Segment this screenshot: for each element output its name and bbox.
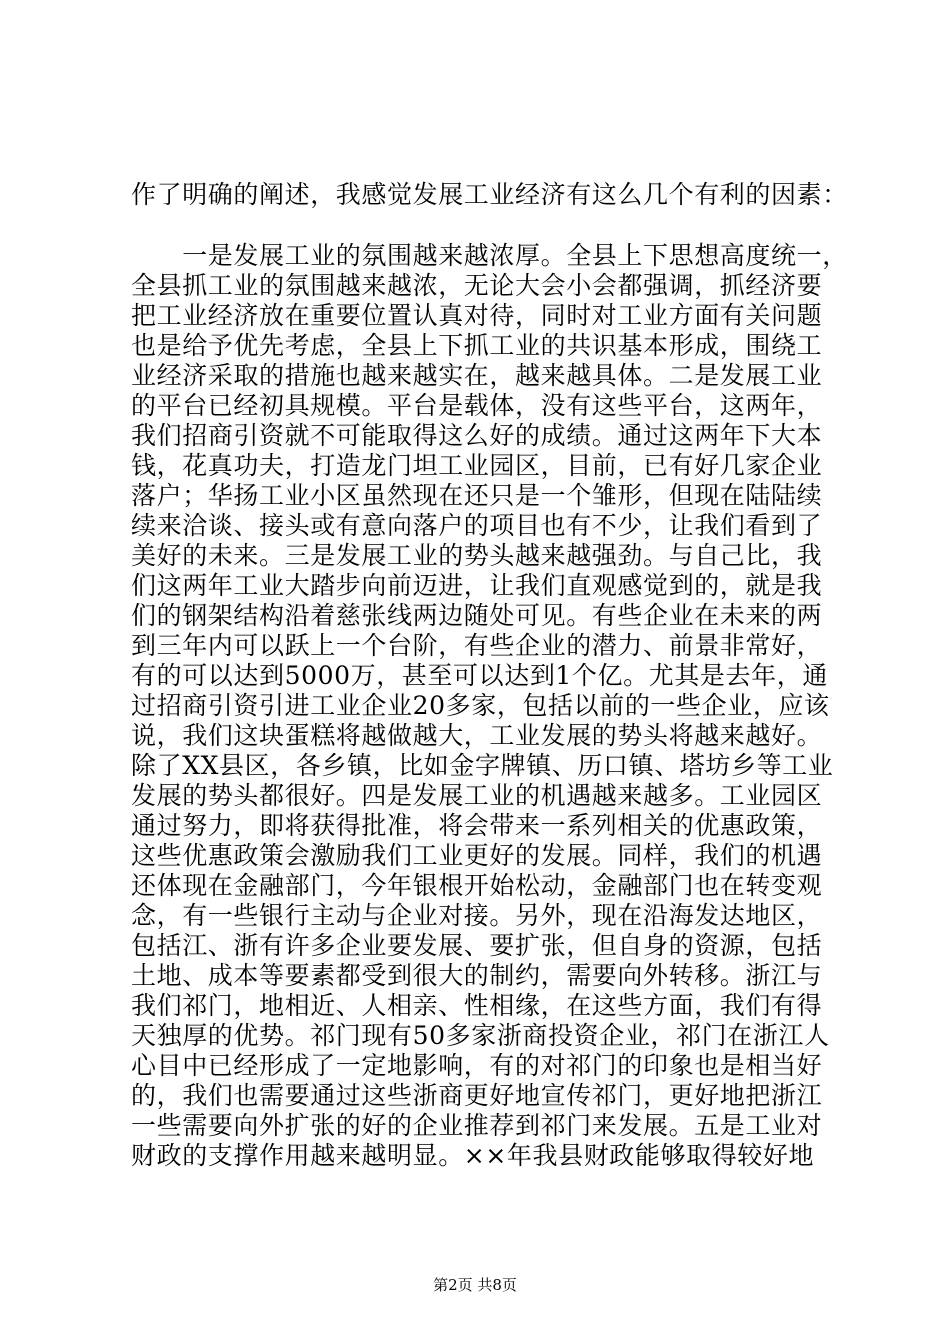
paragraph-line: 一些需要向外扩张的好的企业推荐到祁门来发展。五是工业对 [131,1111,823,1140]
paragraph-line: 除了XX县区，各乡镇，比如金字牌镇、历口镇、塔坊乡等工业 [131,751,834,780]
paragraph-line: 这些优惠政策会激励我们工业更好的发展。同样，我们的机遇 [131,841,823,870]
paragraph-line: 土地、成本等要素都受到很大的制约，需要向外转移。浙江与 [131,961,823,990]
paragraph-line: 美好的未来。三是发展工业的势头越来越强劲。与自己比，我 [131,541,823,570]
paragraph-line: 心目中已经形成了一定地影响，有的对祁门的印象也是相当好 [131,1051,823,1080]
paragraph-line: 我们祁门，地相近、人相亲、性相缘，在这些方面，我们有得 [131,991,823,1020]
paragraph-line: 落户；华扬工业小区虽然现在还只是一个雏形，但现在陆陆续 [131,481,823,510]
paragraph-line: 业经济采取的措施也越来越实在，越来越具体。二是发展工业 [131,361,823,390]
paragraph-line: 我们招商引资就不可能取得这么好的成绩。通过这两年下大本 [131,421,823,450]
intro-line: 作了明确的阐述，我感觉发展工业经济有这么几个有利的因素： [131,180,848,209]
paragraph-line: 也是给予优先考虑，全县上下抓工业的共识基本形成，围绕工 [131,331,823,360]
paragraph-line: 们的钢架结构沿着慈张线两边随处可见。有些企业在未来的两 [131,601,823,630]
paragraph-line: 念，有一些银行主动与企业对接。另外，现在沿海发达地区， [131,901,823,930]
body-paragraph [131,241,848,1171]
paragraph-line: 发展的势头都很好。四是发展工业的机遇越来越多。工业园区 [131,781,823,810]
page-number: 第2页 共8页 [433,1276,517,1294]
paragraph-line: 钱，花真功夫，打造龙门坦工业园区，目前，已有好几家企业 [131,451,823,480]
paragraph-line: 到三年内可以跃上一个台阶，有些企业的潜力、前景非常好， [131,631,823,660]
paragraph-line: 全县抓工业的氛围越来越浓，无论大会小会都强调，抓经济要 [131,271,823,300]
paragraph-line: 把工业经济放在重要位置认真对待，同时对工业方面有关问题 [131,301,823,330]
paragraph-line: 一是发展工业的氛围越来越浓厚。全县上下思想高度统一， [131,241,848,270]
paragraph-line: 们这两年工业大踏步向前迈进，让我们直观感觉到的，就是我 [131,571,823,600]
paragraph-line: 说，我们这块蛋糕将越做越大，工业发展的势头将越来越好。 [131,721,823,750]
paragraph-line: 的平台已经初具规模。平台是载体，没有这些平台，这两年， [131,391,823,420]
paragraph-line: 天独厚的优势。祁门现有50多家浙商投资企业，祁门在浙江人 [131,1021,830,1050]
paragraph-line: 过招商引资引进工业企业20多家，包括以前的一些企业，应该 [131,691,830,720]
paragraph-line: 续来洽谈、接头或有意向落户的项目也有不少，让我们看到了 [131,511,823,540]
paragraph-line: 有的可以达到5000万，甚至可以达到1个亿。尤其是去年，通 [131,661,828,690]
paragraph-line: 通过努力，即将获得批准，将会带来一系列相关的优惠政策， [131,811,823,840]
paragraph-line: 还体现在金融部门，今年银根开始松动，金融部门也在转变观 [131,871,823,900]
paragraph-line: 包括江、浙有许多企业要发展、要扩张，但自身的资源，包括 [131,931,823,960]
intro-text [131,180,848,210]
page-footer [0,1275,950,1295]
paragraph-line: 财政的支撑作用越来越明显。××年我县财政能够取得较好地 [131,1141,815,1170]
paragraph-line: 的，我们也需要通过这些浙商更好地宣传祁门，更好地把浙江 [131,1081,823,1110]
